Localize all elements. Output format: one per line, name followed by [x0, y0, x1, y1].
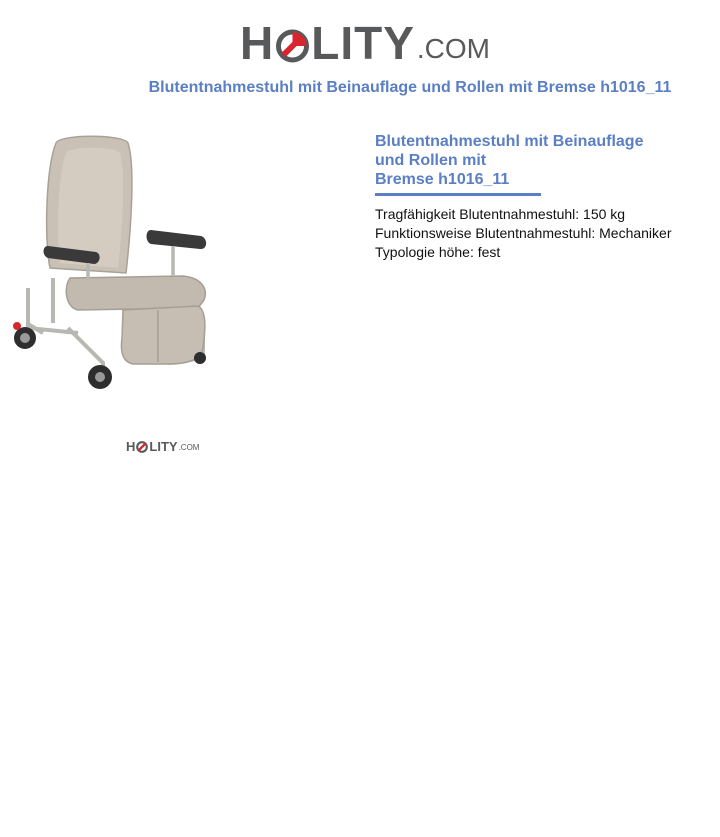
watermark-o-icon — [136, 441, 148, 453]
title-underline — [375, 193, 541, 196]
brand-logo[interactable] — [240, 12, 490, 69]
image-watermark-logo — [126, 437, 199, 453]
spec-height-type: Typologie höhe: fest — [375, 244, 501, 260]
logo-o-icon — [276, 26, 309, 66]
logo-text-left: H — [240, 17, 275, 69]
product-title-line: und Rollen mit — [375, 152, 487, 169]
watermark-text-left: H — [126, 439, 136, 454]
product-image — [8, 128, 223, 400]
logo-suffix: .COM — [416, 33, 490, 64]
watermark-suffix: .COM — [178, 443, 200, 452]
product-specs — [375, 205, 672, 262]
product-title — [375, 132, 695, 189]
watermark-text-right: LITY — [149, 439, 178, 454]
product-title-line: Blutentnahmestuhl mit Beinauflage — [375, 133, 644, 150]
spec-mechanism: Funktionsweise Blutentnahmestuhl: Mechaniker — [375, 225, 672, 241]
spec-load-capacity: Tragfähigkeit Blutentnahmestuhl: 150 kg — [375, 206, 626, 222]
logo-text-right: LITY — [311, 17, 415, 69]
product-title-line: Bremse h1016_11 — [375, 171, 510, 188]
page-title: Blutentnahmestuhl mit Beinauflage und Rollen mit Bremse h1016_11 — [148, 79, 672, 96]
